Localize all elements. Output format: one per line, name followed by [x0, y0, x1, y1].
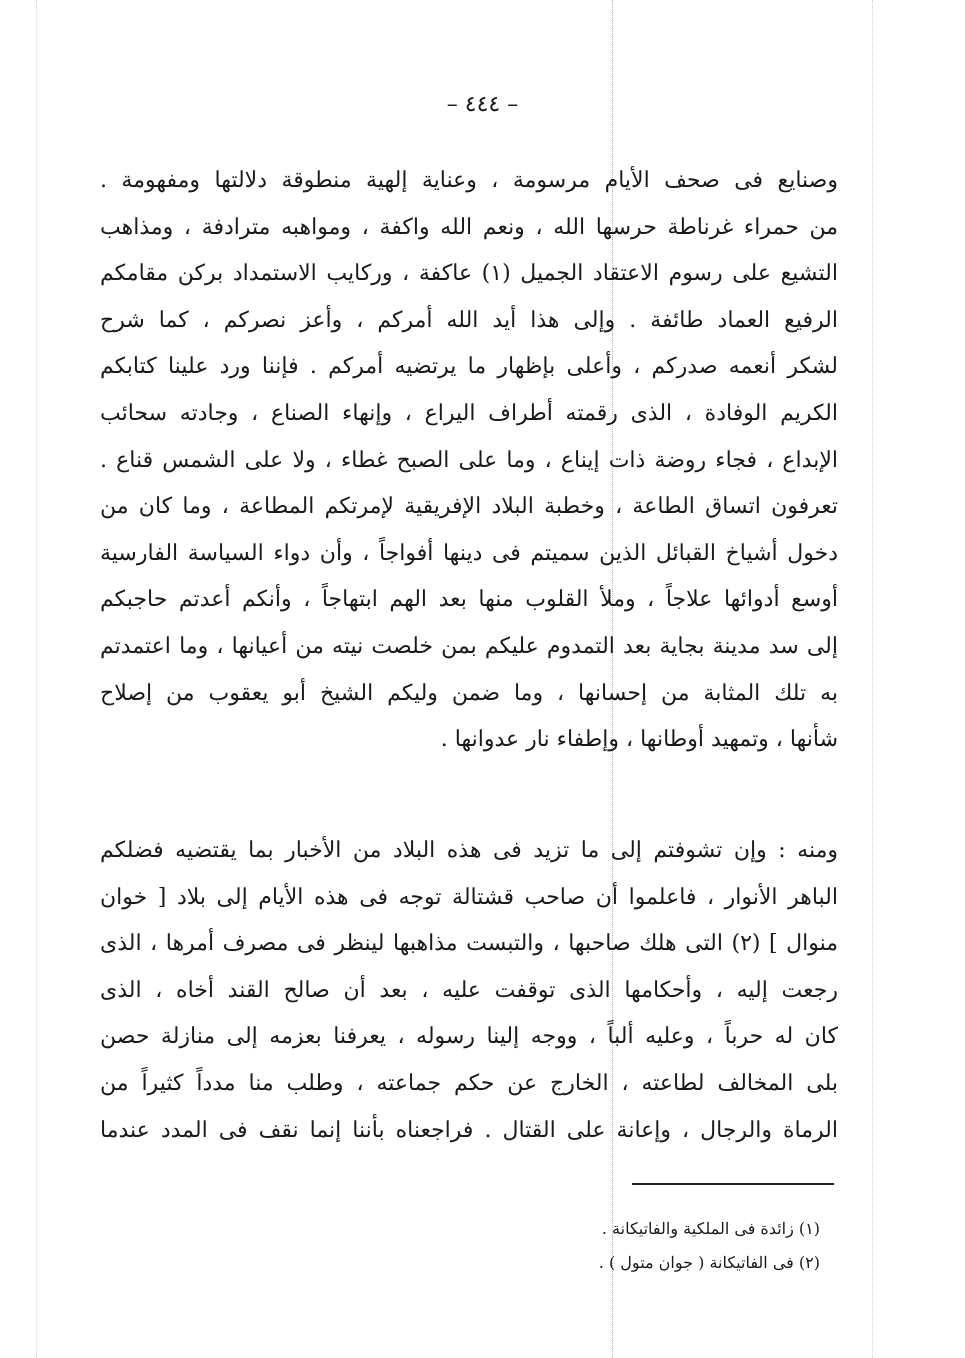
scan-artifact-line [36, 0, 37, 1358]
text-line: الإبداع ، فجاء روضة ذات إيناع ، وما على الصبح غطاء ، ولا على الشمس قناع . [100, 447, 838, 473]
text-line: التشيع على رسوم الاعتقاد الجميل (١) عاكفة ، وركايب الاستمداد بركن مقامكم [100, 261, 838, 287]
page-number: – ٤٤٤ – [446, 92, 519, 117]
paragraph-2 [100, 828, 838, 1154]
text-line: إلى سد مدينة بجاية بعد التمدوم عليكم بمن خلصت نيته من أعيانها ، وما اعتمدتم [100, 633, 838, 659]
text-line: بلى المخالف لطاعته ، الخارج عن حكم جماعته ، وطلب منا مدداً كثيراً من [100, 1070, 838, 1096]
text-line: كان له حرباً ، وعليه ألباً ، ووجه إلينا رسوله ، يعرفنا بعزمه إلى منازلة حصن [100, 1024, 838, 1050]
text-line: تعرفون اتساق الطاعة ، وخطبة البلاد الإفريقية لإمرتكم المطاعة ، وما كان من [100, 494, 838, 520]
scan-artifact-line [872, 0, 873, 1358]
text-line: دخول أشياخ القبائل الذين سميتم فى دينها أفواجاً ، وأن دواء السياسة الفارسية [100, 540, 838, 566]
text-line: الباهر الأنوار ، فاعلموا أن صاحب قشتالة توجه فى هذه الأيام إلى بلاد [ خوان [100, 884, 838, 910]
text-line: منوال ] (٢) التى هلك صاحبها ، والتبست مذاهبها لينظر فى مصرف أمرها ، الذى [100, 931, 838, 957]
text-line: الكريم الوفادة ، الذى رقمته أطراف اليراع ، وإنهاء الصناع ، وجادته سحائب [100, 400, 838, 426]
text-line: أوسع أدوائها علاجاً ، وملأ القلوب منها بعد الهم ابتهاجاً ، وأنكم أعدتم حاجبكم [100, 587, 838, 613]
text-line: وصنايع فى صحف الأيام مرسومة ، وعناية إلهية منطوقة دلالتها ومفهومة . [100, 168, 838, 193]
text-line: شأنها ، وتمهيد أوطانها ، وإطفاء نار عدوانها . [440, 727, 838, 753]
text-line: ومنه : وإن تشوفتم إلى ما تزيد فى هذه البلاد من الأخبار بما يقتضيه فضلكم [100, 838, 838, 863]
footnotes [480, 1212, 820, 1280]
text-line: رجعت إليه ، وأحكامها الذى توقفت عليه ، بعد أن صالح القند أخاه ، الذى [100, 977, 838, 1003]
footnote-separator [632, 1183, 834, 1185]
text-line: الرفيع العماد طائفة . وإلى هذا أيد الله أمركم ، وأعز نصركم ، كما شرح [100, 307, 838, 333]
text-line: به تلك المثابة من إحسانها ، وما ضمن وليكم الشيخ أبو يعقوب من إصلاح [100, 680, 838, 706]
paragraph-1 [100, 158, 838, 764]
text-line: من حمراء غرناطة حرسها الله ، ونعم الله واكفة ، ومواهبه مترادفة ، ومذاهب [100, 214, 838, 240]
footnote: (١) زائدة فى الملكية والفاتيكانة . [601, 1219, 820, 1238]
text-line: لشكر أنعمه صدركم ، وأعلى بإظهار ما يرتضيه أمركم . فإننا ورد علينا كتابكم [100, 354, 838, 380]
text-line: الرماة والرجال ، وإعانة على القتال . فراجعناه بأننا إنما نقف فى المدد عندما [100, 1117, 838, 1143]
footnote: (٢) فى الفاتيكانة ( جوان متول ) . [598, 1253, 820, 1272]
